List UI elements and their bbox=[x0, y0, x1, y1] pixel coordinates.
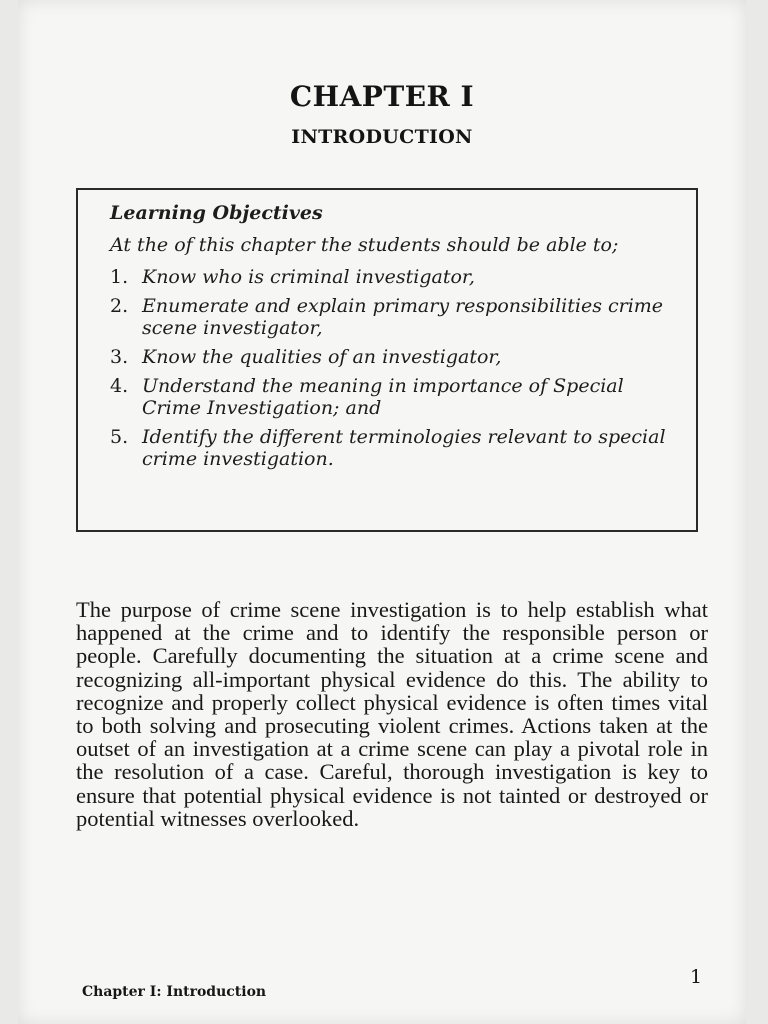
objective-item bbox=[110, 295, 666, 339]
objective-text: Know who is criminal investigator, bbox=[142, 266, 475, 288]
objective-text: Understand the meaning in importance of Special Crime Investigation; and bbox=[142, 375, 624, 419]
objective-text: Enumerate and explain primary responsibilities crime scene investigator, bbox=[142, 295, 664, 339]
objective-number: 4. bbox=[110, 375, 129, 397]
objective-number: 1. bbox=[110, 266, 129, 288]
objective-number: 2. bbox=[110, 295, 129, 317]
learning-objectives-box bbox=[76, 188, 698, 532]
objectives-intro: At the of this chapter the students should be able to; bbox=[110, 234, 619, 256]
objective-item bbox=[110, 375, 666, 419]
objective-text: Know the qualities of an investigator, bbox=[142, 346, 502, 368]
chapter-subtitle: INTRODUCTION bbox=[291, 126, 473, 148]
objectives-heading: Learning Objectives bbox=[110, 202, 323, 224]
objectives-list bbox=[110, 266, 666, 470]
body-paragraph: The purpose of crime scene investigation is to help establish what happened at the crime and to identify the responsible person or people. Carefully documenting the situation at a crime scene and recognizing all-important physical evidence do this. The ability to recognize and properly collect physical evidence is often times vital to both solving and prosecuting violent crimes. Actions taken at the outset of an investigation at a crime scene can play a pivotal role in the resolution of a case. Careful, thorough investigation is key to ensure that potential physical evidence is not tainted or destroyed or potential witnesses overlooked. bbox=[76, 597, 708, 831]
objective-item bbox=[110, 426, 666, 470]
page-number: 1 bbox=[690, 966, 703, 988]
chapter-title: CHAPTER I bbox=[289, 80, 475, 113]
objective-number: 5. bbox=[110, 426, 129, 448]
objective-number: 3. bbox=[110, 346, 129, 368]
objective-item bbox=[110, 346, 666, 368]
objective-item bbox=[110, 266, 666, 288]
footer-chapter-label: Chapter I: Introduction bbox=[82, 984, 267, 1000]
book-page bbox=[18, 0, 746, 1024]
objective-text: Identify the different terminologies relevant to special crime investigation. bbox=[142, 426, 666, 470]
